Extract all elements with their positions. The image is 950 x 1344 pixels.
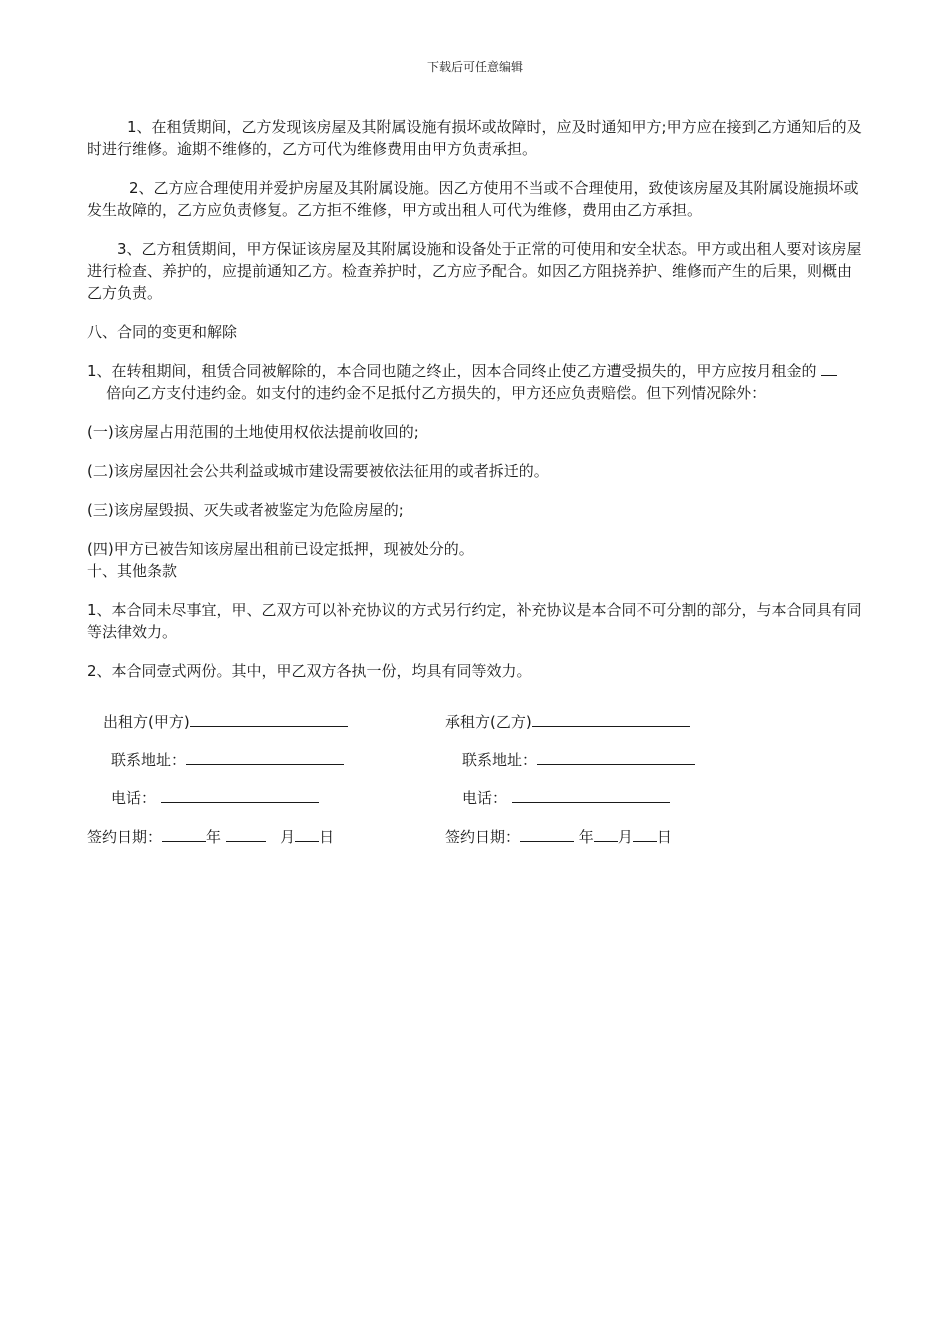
lessor-phone xyxy=(111,787,319,809)
lessee-phone xyxy=(462,787,670,809)
paragraph-proper-use: 2、乙方应合理使用并爱护房屋及其附属设施。因乙方使用不当或不合理使用，致使该房屋及其附属设施损坏或发生故障的，乙方应负责修复。乙方拒不维修，甲方或出租人可代为维修，费用由乙方承担。 xyxy=(87,179,859,219)
lessee-address-label: 联系地址： xyxy=(462,751,538,769)
lessor-phone-blank[interactable] xyxy=(161,787,319,803)
lessee-address xyxy=(462,749,695,771)
lessor-month-blank[interactable] xyxy=(226,826,266,842)
lessee-date xyxy=(445,826,672,848)
termination-text-b: 倍向乙方支付违约金。如支付的违约金不足抵付乙方损失的，甲方还应负责赔偿。但下列情况除外： xyxy=(106,384,767,402)
lessor-address xyxy=(111,749,344,771)
contract-body xyxy=(87,116,865,699)
lessor-address-blank[interactable] xyxy=(186,749,344,765)
lessee-year-blank[interactable] xyxy=(520,826,574,842)
lessee-day-blank[interactable] xyxy=(633,826,657,842)
lessee-month-label: 月 xyxy=(617,828,633,846)
paragraph-copies: 2、本合同壹式两份。其中，甲乙双方各执一份，均具有同等效力。 xyxy=(87,662,532,680)
lessor-date-label: 签约日期： xyxy=(87,828,163,846)
lessor-signature xyxy=(103,711,348,733)
lessor-day-blank[interactable] xyxy=(295,826,319,842)
section-heading-8: 八、合同的变更和解除 xyxy=(87,323,238,341)
lessee-signature xyxy=(445,711,690,733)
lessee-address-blank[interactable] xyxy=(537,749,695,765)
lessee-date-label: 签约日期： xyxy=(445,828,521,846)
lessee-month-blank[interactable] xyxy=(594,826,618,842)
lessor-day-label: 日 xyxy=(319,828,335,846)
lessee-day-label: 日 xyxy=(656,828,672,846)
lessee-blank[interactable] xyxy=(532,711,690,727)
lessee-phone-blank[interactable] xyxy=(512,787,670,803)
lessor-label: 出租方(甲方) xyxy=(103,713,190,731)
section-heading-10: 十、其他条款 xyxy=(87,562,178,580)
lessee-label: 承租方(乙方) xyxy=(445,713,532,731)
lessee-year-label: 年 xyxy=(578,828,594,846)
exception-item-4: (四)甲方已被告知该房屋出租前已设定抵押，现被处分的。 xyxy=(87,540,474,558)
exception-item-3: (三)该房屋毁损、灭失或者被鉴定为危险房屋的; xyxy=(87,501,404,519)
exception-item-2: (二)该房屋因社会公共利益或城市建设需要被依法征用的或者拆迁的。 xyxy=(87,462,549,480)
exception-item-1: (一)该房屋占用范围的土地使用权依法提前收回的; xyxy=(87,423,419,441)
paragraph-termination xyxy=(87,360,865,404)
lessee-phone-label: 电话： xyxy=(462,789,508,807)
penalty-multiple-blank[interactable] xyxy=(821,360,837,376)
lessor-address-label: 联系地址： xyxy=(111,751,187,769)
page-header-note: 下载后可任意编辑 xyxy=(426,60,523,74)
paragraph-safety-guarantee: 3、乙方租赁期间，甲方保证该房屋及其附属设施和设备处于正常的可使用和安全状态。甲方或出租人要对该房屋进行检查、养护的，应提前通知乙方。检查养护时，乙方应予配合。如因乙方阻挠养护、维修而产生的后果，则概由乙方负责。 xyxy=(87,240,862,302)
lessor-month-label: 月 xyxy=(280,828,296,846)
lessor-date xyxy=(87,826,334,848)
termination-text-a: 1、在转租期间，租赁合同被解除的，本合同也随之终止，因本合同终止使乙方遭受损失的，甲方应按月租金的 xyxy=(87,362,817,380)
lessor-blank[interactable] xyxy=(190,711,348,727)
lessor-phone-label: 电话： xyxy=(111,789,157,807)
paragraph-supplement: 1、本合同未尽事宜，甲、乙双方可以补充协议的方式另行约定，补充协议是本合同不可分割的部分，与本合同具有同等法律效力。 xyxy=(87,601,862,641)
lessor-year-blank[interactable] xyxy=(162,826,206,842)
paragraph-repair-notice: 1、在租赁期间，乙方发现该房屋及其附属设施有损坏或故障时，应及时通知甲方;甲方应在接到乙方通知后的及时进行维修。逾期不维修的，乙方可代为维修费用由甲方负责承担。 xyxy=(87,118,862,158)
lessor-year-label: 年 xyxy=(206,828,222,846)
